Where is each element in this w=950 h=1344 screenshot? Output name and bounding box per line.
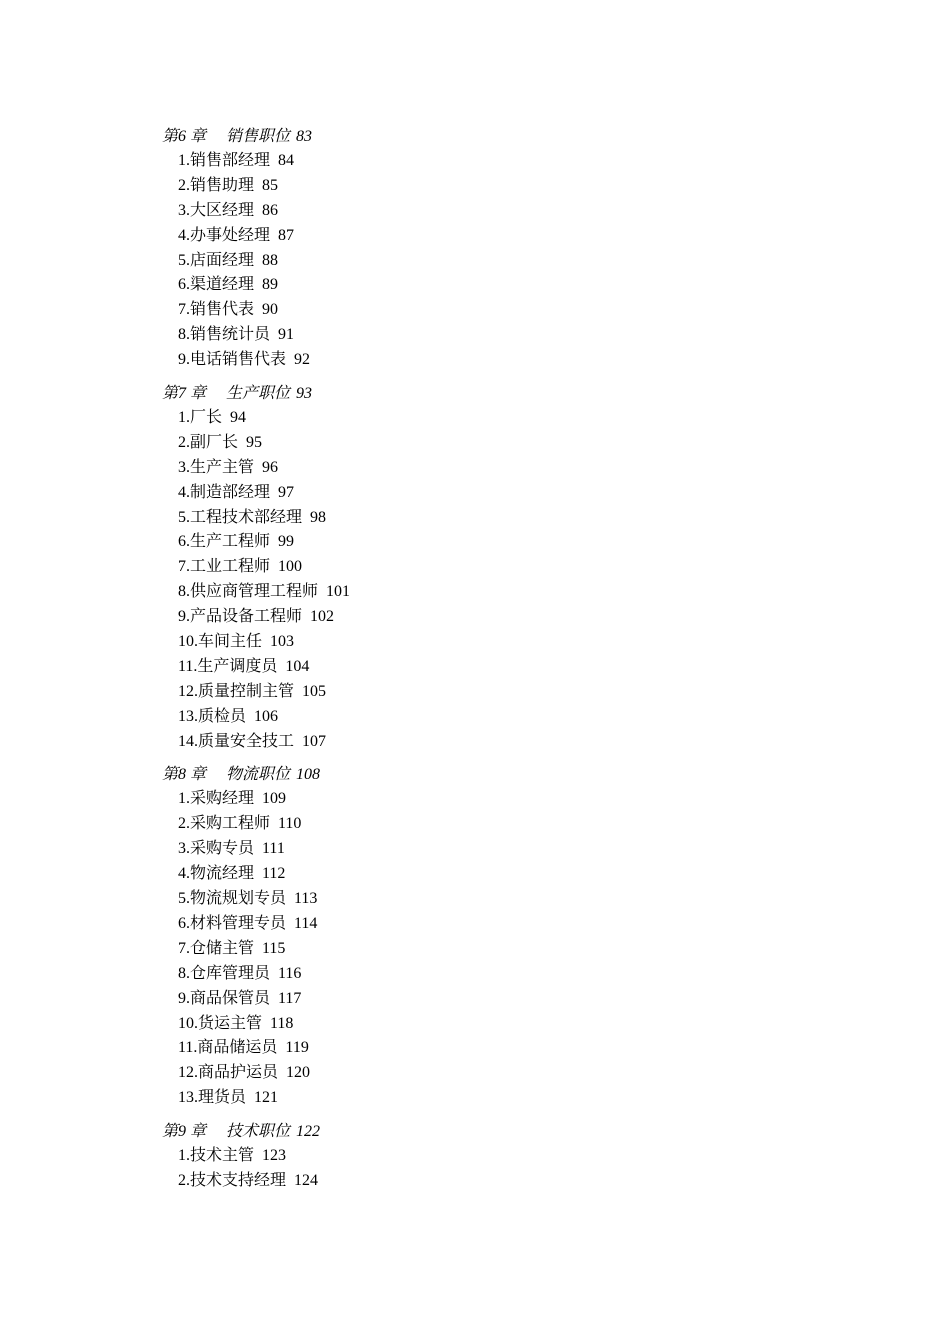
- toc-entry-page-number: 117: [278, 989, 302, 1007]
- toc-entry: [178, 431, 862, 456]
- chapter-number: 第9 章: [162, 1123, 207, 1141]
- toc-entry-page-number: 88: [262, 251, 279, 269]
- toc-entry-title: 4.制造部经理: [178, 483, 271, 501]
- toc-entry-title: 12.质量控制主管: [178, 682, 295, 700]
- toc-entry-page-number: 96: [262, 458, 279, 476]
- toc-entry: [178, 730, 862, 755]
- toc-entry-title: 7.仓储主管: [178, 939, 255, 957]
- toc-entry-title: 5.店面经理: [178, 251, 255, 269]
- chapter-title-text: 生产职位: [226, 385, 291, 403]
- toc-entry-page-number: 95: [246, 433, 263, 451]
- toc-entry: [178, 605, 862, 630]
- toc-entry-page-number: 110: [278, 815, 302, 833]
- toc-entry-title: 12.商品护运员: [178, 1064, 279, 1082]
- toc-entry-title: 9.电话销售代表: [178, 351, 287, 369]
- toc-entry: [178, 224, 862, 249]
- toc-entry: [178, 174, 862, 199]
- toc-entry-title: 8.仓库管理员: [178, 964, 271, 982]
- toc-entry: [178, 530, 862, 555]
- toc-entry-page-number: 114: [294, 914, 318, 932]
- toc-entry-title: 7.销售代表: [178, 301, 255, 319]
- toc-entry: [178, 937, 862, 962]
- toc-entry: [178, 705, 862, 730]
- toc-entry-page-number: 104: [285, 657, 310, 675]
- toc-entry-title: 2.技术支持经理: [178, 1171, 287, 1189]
- chapter-number: 第6 章: [162, 128, 207, 145]
- toc-entry-page-number: 92: [294, 351, 311, 369]
- toc-entry-title: 6.渠道经理: [178, 276, 255, 294]
- toc-entry-title: 14.质量安全技工: [178, 732, 295, 750]
- toc-entry: [178, 456, 862, 481]
- toc-entry-page-number: 106: [254, 707, 279, 725]
- toc-entry-title: 6.材料管理专员: [178, 914, 287, 932]
- toc-entry: [178, 837, 862, 862]
- chapter-title-text: 技术职位: [226, 1123, 291, 1141]
- chapter-heading: [162, 124, 862, 149]
- toc-entry-title: 9.商品保管员: [178, 989, 271, 1007]
- toc-entry: [178, 273, 862, 298]
- toc-entry: [178, 481, 862, 506]
- toc-entry-page-number: 100: [278, 558, 303, 576]
- chapter-page-number: 122: [296, 1123, 321, 1141]
- toc-entry-page-number: 94: [230, 409, 247, 427]
- toc-entry: [178, 655, 862, 680]
- toc-entry-page-number: 116: [278, 964, 302, 982]
- toc-entry: [178, 1061, 862, 1086]
- toc-entry-title: 10.货运主管: [178, 1014, 263, 1032]
- toc-entry: [178, 580, 862, 605]
- toc-entry-page-number: 90: [262, 301, 279, 319]
- toc-entry-page-number: 89: [262, 276, 279, 294]
- toc-entry-title: 10.车间主任: [178, 633, 263, 651]
- toc-entry-page-number: 87: [278, 226, 295, 244]
- toc-entry-title: 1.销售部经理: [178, 152, 271, 169]
- toc-entry: [178, 323, 862, 348]
- toc-entry: [178, 1169, 862, 1194]
- toc-entry-title: 5.物流规划专员: [178, 890, 287, 908]
- toc-entry-page-number: 107: [302, 732, 327, 750]
- toc-entry: [178, 249, 862, 274]
- toc-entry: [178, 406, 862, 431]
- toc-entry-title: 8.销售统计员: [178, 326, 271, 344]
- chapter-entry-list: [162, 1144, 862, 1194]
- toc-entry-page-number: 84: [278, 152, 295, 169]
- chapter-heading: [162, 381, 862, 406]
- toc-entry: [178, 555, 862, 580]
- toc-entry: [178, 787, 862, 812]
- toc-entry: [178, 962, 862, 987]
- toc-entry-title: 11.商品储运员: [178, 1039, 278, 1057]
- toc-entry-page-number: 123: [262, 1147, 287, 1165]
- toc-entry: [178, 149, 862, 174]
- toc-entry-title: 6.生产工程师: [178, 533, 271, 551]
- toc-entry-title: 5.工程技术部经理: [178, 508, 303, 526]
- chapter-section: [162, 124, 862, 373]
- toc-entry-page-number: 115: [262, 939, 286, 957]
- toc-entry: [178, 506, 862, 531]
- toc-entry-title: 2.采购工程师: [178, 815, 271, 833]
- toc-entry-page-number: 124: [294, 1171, 319, 1189]
- toc-entry-page-number: 120: [286, 1064, 311, 1082]
- toc-entry: [178, 812, 862, 837]
- table-of-contents: [162, 124, 862, 1202]
- toc-entry: [178, 862, 862, 887]
- toc-entry-title: 3.采购专员: [178, 840, 255, 858]
- chapter-title-text: 销售职位: [226, 128, 291, 145]
- toc-entry-title: 2.副厂长: [178, 433, 239, 451]
- toc-entry: [178, 1086, 862, 1111]
- chapter-page-number: 108: [296, 766, 321, 784]
- toc-entry-page-number: 111: [262, 840, 285, 858]
- chapter-section: [162, 381, 862, 754]
- toc-entry-title: 3.大区经理: [178, 201, 255, 219]
- toc-entry-title: 7.工业工程师: [178, 558, 271, 576]
- toc-entry-title: 2.销售助理: [178, 176, 255, 194]
- toc-entry: [178, 630, 862, 655]
- toc-entry-title: 1.技术主管: [178, 1147, 255, 1165]
- toc-entry-page-number: 113: [294, 890, 318, 908]
- toc-entry-page-number: 99: [278, 533, 295, 551]
- toc-entry-title: 13.理货员: [178, 1089, 247, 1107]
- toc-entry-page-number: 98: [310, 508, 327, 526]
- toc-entry: [178, 1144, 862, 1169]
- toc-entry-title: 4.办事处经理: [178, 226, 271, 244]
- toc-entry: [178, 912, 862, 937]
- toc-entry-title: 13.质检员: [178, 707, 247, 725]
- toc-entry-title: 1.厂长: [178, 409, 223, 427]
- toc-entry-title: 1.采购经理: [178, 790, 255, 808]
- chapter-entry-list: [162, 406, 862, 754]
- toc-entry-page-number: 118: [270, 1014, 294, 1032]
- chapter-entry-list: [162, 149, 862, 373]
- toc-entry: [178, 987, 862, 1012]
- chapter-entry-list: [162, 787, 862, 1111]
- toc-entry-page-number: 101: [326, 583, 351, 601]
- toc-entry-page-number: 102: [310, 608, 335, 626]
- toc-entry: [178, 1012, 862, 1037]
- toc-entry-title: 11.生产调度员: [178, 657, 278, 675]
- toc-entry-title: 9.产品设备工程师: [178, 608, 303, 626]
- toc-entry-page-number: 103: [270, 633, 295, 651]
- chapter-title-text: 物流职位: [226, 766, 291, 784]
- toc-entry-page-number: 86: [262, 201, 279, 219]
- toc-entry: [178, 199, 862, 224]
- toc-entry-title: 8.供应商管理工程师: [178, 583, 319, 601]
- toc-entry-title: 3.生产主管: [178, 458, 255, 476]
- toc-entry: [178, 680, 862, 705]
- chapter-heading: [162, 1119, 862, 1144]
- toc-entry-page-number: 85: [262, 176, 279, 194]
- toc-entry: [178, 298, 862, 323]
- chapter-page-number: 93: [296, 385, 313, 403]
- toc-entry-title: 4.物流经理: [178, 865, 255, 883]
- toc-entry-page-number: 121: [254, 1089, 279, 1107]
- toc-entry: [178, 348, 862, 373]
- toc-entry-page-number: 105: [302, 682, 327, 700]
- toc-entry: [178, 887, 862, 912]
- toc-entry-page-number: 112: [262, 865, 286, 883]
- toc-entry-page-number: 119: [285, 1039, 309, 1057]
- chapter-number: 第8 章: [162, 766, 207, 784]
- chapter-heading: [162, 762, 862, 787]
- chapter-section: [162, 762, 862, 1111]
- toc-entry-page-number: 109: [262, 790, 287, 808]
- chapter-page-number: 83: [296, 128, 313, 145]
- chapter-section: [162, 1119, 862, 1194]
- chapter-number: 第7 章: [162, 385, 207, 403]
- toc-entry-page-number: 91: [278, 326, 295, 344]
- toc-entry-page-number: 97: [278, 483, 295, 501]
- toc-entry: [178, 1036, 862, 1061]
